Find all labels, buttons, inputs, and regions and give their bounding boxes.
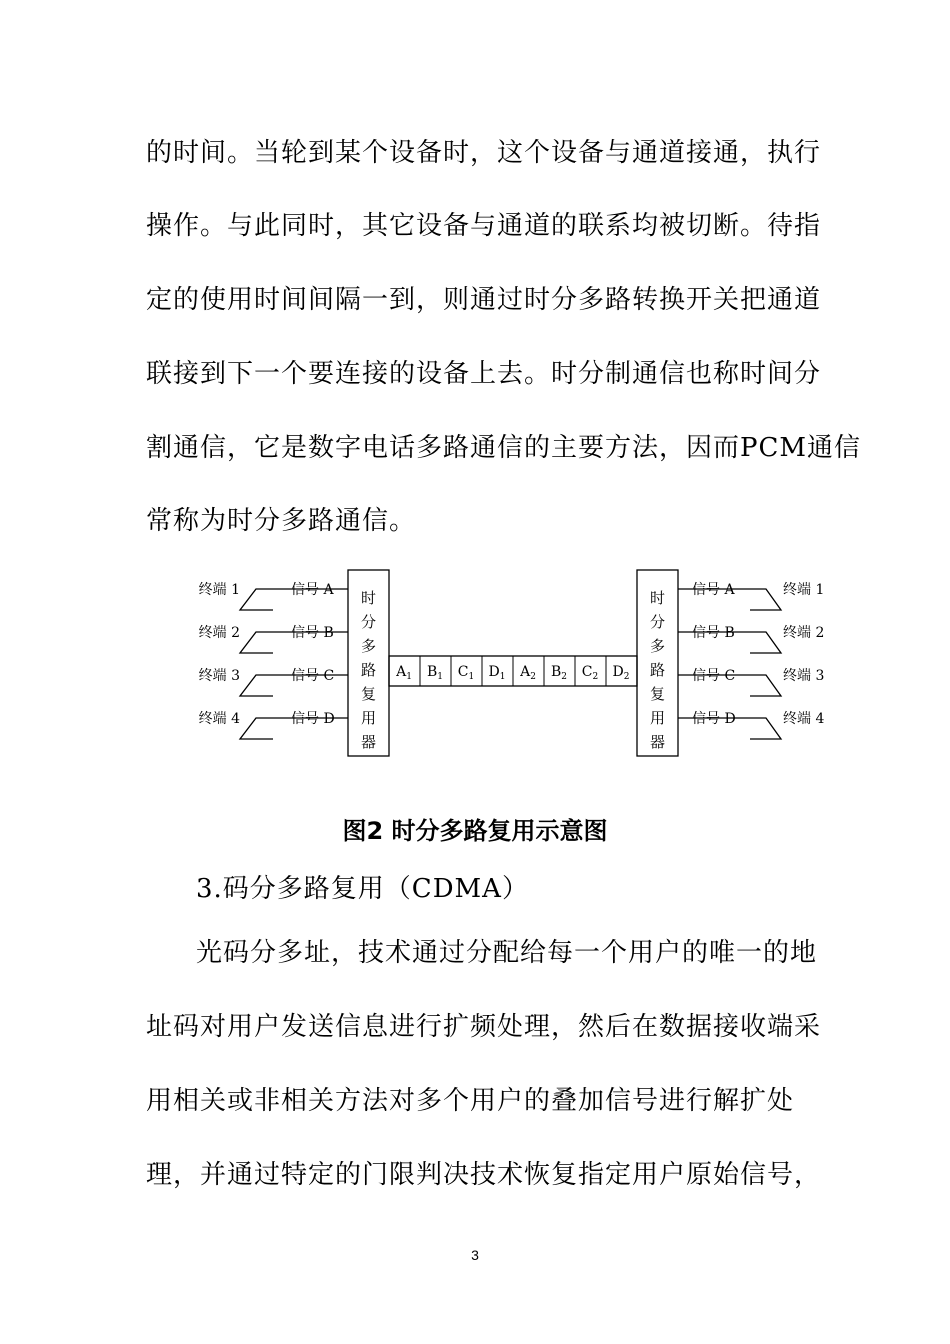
mux-label-char: 路 (360, 661, 377, 679)
mux-label-char: 分 (360, 613, 377, 631)
mux-label-char: 器 (360, 733, 377, 751)
terminal-label: 终端 1 (198, 582, 240, 598)
terminal-label: 终端 1 (783, 582, 825, 598)
section-heading: 3.码分多路复用（CDMA） (196, 874, 529, 904)
mux-label-char: 用 (360, 709, 377, 727)
time-slot-label: $B_1$ (426, 664, 444, 682)
terminal-label: 终端 3 (783, 668, 825, 684)
body-text-line: 联接到下一个要连接的设备上去。时分制通信也称时间分 (146, 359, 822, 389)
mux-label-char: 用 (649, 709, 666, 727)
time-slot-label: $D_1$ (488, 664, 506, 682)
body-text-line: 用相关或非相关方法对多个用户的叠加信号进行解扩处 (146, 1086, 795, 1116)
body-text-line: 的时间。当轮到某个设备时，这个设备与通道接通，执行 (146, 138, 822, 168)
signal-label: 信号 C (291, 668, 335, 684)
mux-label-char: 器 (649, 733, 666, 751)
body-text-line: 操作。与此同时，其它设备与通道的联系均被切断。待指 (146, 211, 822, 241)
time-slot-label: $C_1$ (457, 664, 475, 682)
figure-caption: 图2 时分多路复用示意图 (342, 817, 608, 845)
body-text-line: 割通信，它是数字电话多路通信的主要方法，因而PCM通信 (146, 433, 862, 463)
time-slot-label: $B_2$ (550, 664, 568, 682)
terminal-label: 终端 3 (198, 668, 240, 684)
body-text-line: 理，并通过特定的门限判决技术恢复指定用户原始信号， (146, 1160, 822, 1190)
terminal-label: 终端 4 (783, 711, 825, 727)
mux-label-char: 路 (649, 661, 666, 679)
mux-label-char: 复 (360, 685, 377, 703)
signal-label: 信号 D (291, 711, 335, 727)
body-text-line: 定的使用时间间隔一到，则通过时分多路转换开关把通道 (146, 285, 822, 315)
mux-label-char: 复 (649, 685, 666, 703)
mux-label-char: 多 (649, 637, 666, 655)
signal-label: 信号 B (692, 625, 735, 641)
terminal-label: 终端 4 (198, 711, 240, 727)
tdm-diagram (0, 565, 950, 765)
signal-label: 信号 D (692, 711, 736, 727)
time-slot-label: $A_1$ (396, 664, 412, 682)
mux-label-char: 多 (360, 637, 377, 655)
mux-label-char: 分 (649, 613, 666, 631)
terminal-label: 终端 2 (198, 625, 240, 641)
body-text-line: 常称为时分多路通信。 (146, 506, 417, 536)
signal-label: 信号 B (291, 625, 334, 641)
mux-label-char: 时 (649, 589, 666, 607)
time-slot-label: $D_2$ (612, 664, 630, 682)
page-number: 3 (471, 1247, 479, 1263)
terminal-label: 终端 2 (783, 625, 825, 641)
body-text-line: 址码对用户发送信息进行扩频处理，然后在数据接收端采 (146, 1012, 822, 1042)
time-slot-label: $C_2$ (581, 664, 599, 682)
body-text-line: 光码分多址，技术通过分配给每一个用户的唯一的地 (196, 938, 818, 968)
time-slot-label: $A_2$ (520, 664, 536, 682)
signal-label: 信号 A (291, 582, 334, 598)
signal-label: 信号 A (692, 582, 735, 598)
signal-label: 信号 C (692, 668, 736, 684)
mux-label-char: 时 (360, 589, 377, 607)
